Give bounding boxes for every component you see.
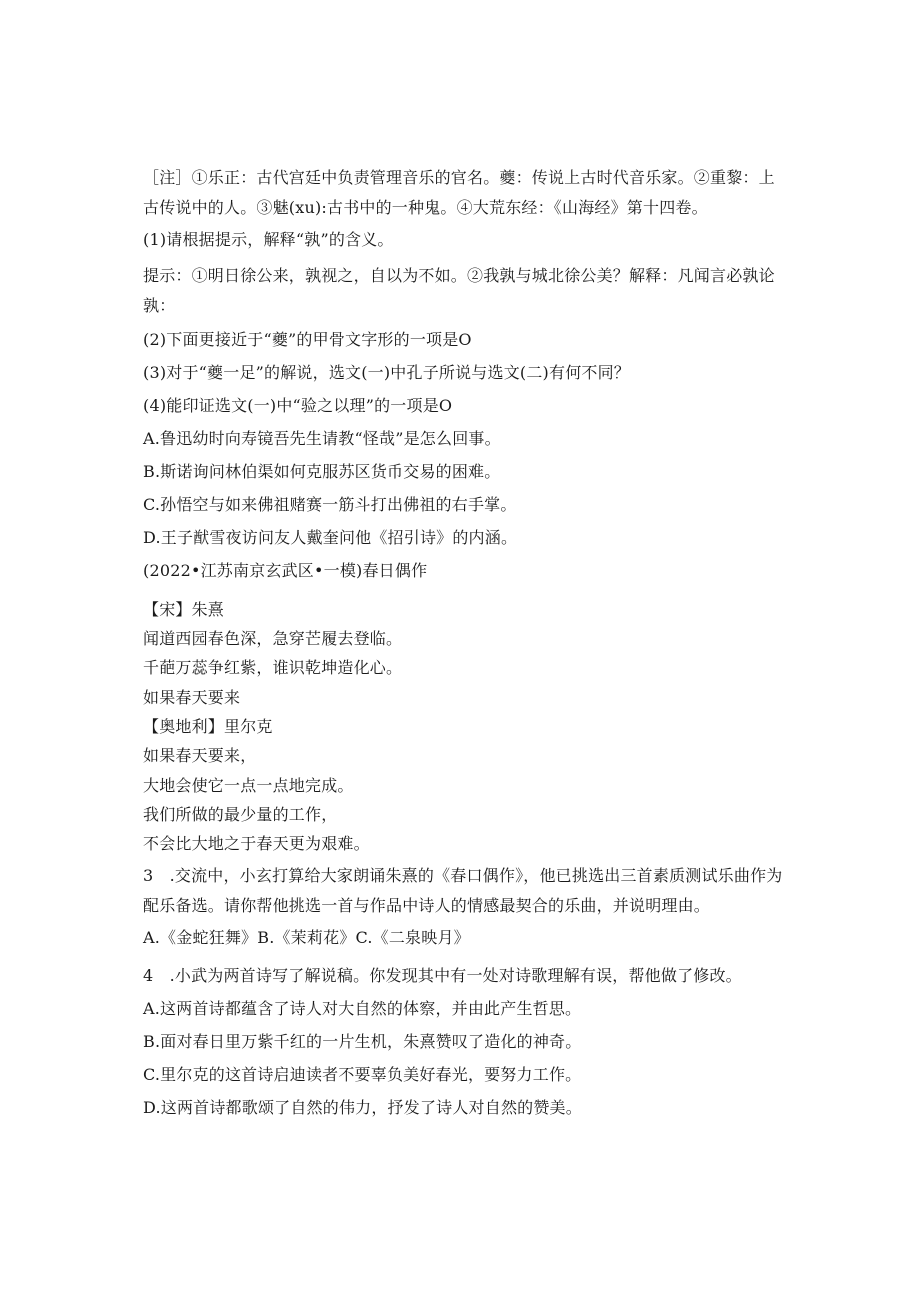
task-4-prompt: 4 .小武为两首诗写了解说稿。你发现其中有一处对诗歌理解有误，帮他做了修改。 (143, 966, 742, 985)
notes-line-1: ［注］①乐正：古代宫廷中负责管理音乐的官名。夔：传说上古时代音乐家。②重黎：上 (143, 168, 775, 187)
poem-2-line-4: 不会比大地之于春天更为艰难。 (143, 834, 370, 853)
question-1-hint-line-1: 提示：①明日徐公来，孰视之，自以为不如。②我孰与城北徐公美？解释：凡闻言必孰论 (143, 266, 775, 285)
poem-1-author: 【宋】朱熹 (143, 600, 225, 619)
question-4-prompt: (4)能印证选文(一)中“验之以理”的一项是O (143, 396, 453, 415)
poem-1-line-2: 千葩万蕊争红紫，谁识乾坤造化心。 (143, 658, 403, 677)
poem-2-line-2: 大地会使它一点一点地完成。 (143, 776, 354, 795)
poem-2-author: 【奥地利】里尔克 (143, 717, 273, 736)
task-4-option-d: D.这两首诗都歌颂了自然的伟力，抒发了诗人对自然的赞美。 (143, 1098, 582, 1117)
task-4-option-c: C.里尔克的这首诗启迪读者不要辜负美好春光，要努力工作。 (143, 1065, 582, 1084)
question-4-option-b: B.斯诺询问林伯渠如何克服苏区货币交易的困难。 (143, 462, 501, 481)
question-2-prompt: (2)下面更接近于“夔”的甲骨文字形的一项是O (143, 330, 472, 349)
question-4-option-c: C.孙悟空与如来佛祖赌赛一筋斗打出佛祖的右手掌。 (143, 495, 517, 514)
question-4-option-d: D.王子猷雪夜访问友人戴奎问他《招引诗》的内涵。 (143, 528, 518, 547)
task-3-options: A.《金蛇狂舞》B.《茉莉花》C.《二泉映月》 (143, 928, 470, 947)
task-3-line-2: 配乐备选。请你帮他挑选一首与作品中诗人的情感最契合的乐曲，并说明理由。 (143, 896, 711, 915)
question-1-prompt: (1)请根据提示，解释“孰”的含义。 (143, 230, 394, 249)
question-3-prompt: (3)对于“夔一足”的解说，选文(一)中孔子所说与选文(二)有何不同？ (143, 363, 630, 382)
poem-2-line-3: 我们所做的最少量的工作， (143, 805, 338, 824)
question-4-option-a: A.鲁迅幼时向寿镜吾先生请教“怪哉”是怎么回事。 (143, 429, 501, 448)
question-1-hint-line-2: 孰： (143, 296, 176, 315)
task-4-option-b: B.面对春日里万紫千红的一片生机，朱熹赞叹了造化的神奇。 (143, 1032, 582, 1051)
task-4-option-a: A.这两首诗都蕴含了诗人对大自然的体察，并由此产生哲思。 (143, 999, 582, 1018)
section-heading: (2022•江苏南京玄武区•一模)春日偶作 (143, 561, 428, 580)
poem-1-line-1: 闻道西园春色深，急穿芒履去登临。 (143, 629, 403, 648)
task-3-line-1: 3 .交流中，小玄打算给大家朗诵朱熹的《春口偶作》，他已挑选出三首素质测试乐曲作为 (143, 866, 783, 885)
notes-line-2: 古传说中的人。③魅(xu):古书中的一种鬼。④大荒东经：《山海经》第十四卷。 (143, 198, 708, 217)
poem-2-title: 如果春天要来 (143, 688, 241, 707)
poem-2-line-1: 如果春天要来， (143, 746, 257, 765)
